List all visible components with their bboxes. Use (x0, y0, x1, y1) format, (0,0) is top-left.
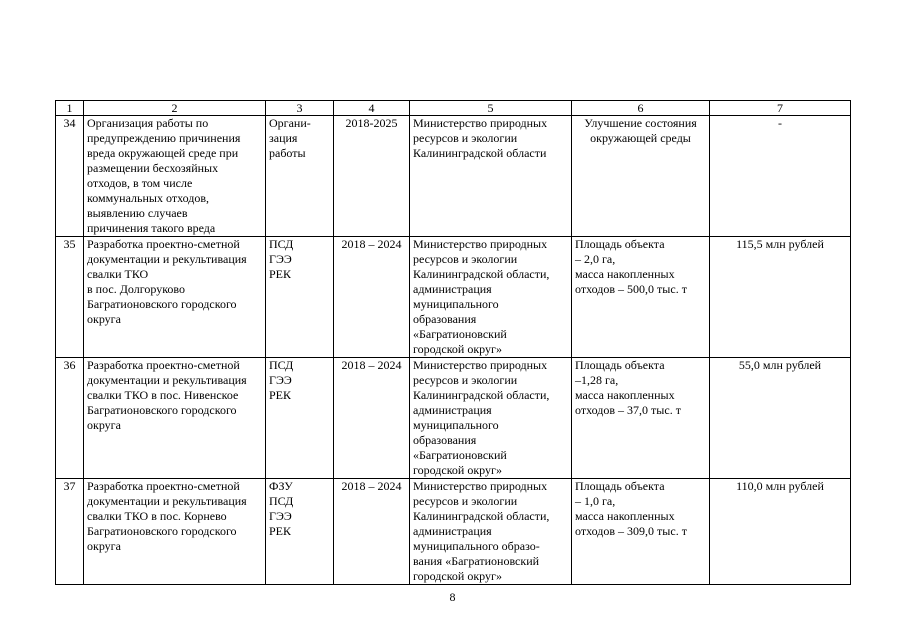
implementation-period: 2018 – 2024 (334, 479, 410, 585)
responsible-executor-line: Калининградской области, (413, 388, 550, 402)
expected-result-line: Улучшение состояния (584, 116, 697, 130)
measure-type (266, 358, 334, 479)
responsible-executor-line: городской округ» (413, 342, 502, 356)
measures-table (55, 100, 851, 585)
measure-name-line: округа (87, 539, 121, 553)
responsible-executor (410, 358, 572, 479)
expected-result-line: масса накопленных (575, 388, 675, 402)
responsible-executor (410, 116, 572, 237)
measure-name (84, 479, 266, 585)
page-number: 8 (449, 590, 456, 604)
header-col-3: 3 (266, 101, 334, 116)
measure-type (266, 237, 334, 358)
responsible-executor-line: образования (413, 433, 477, 447)
measure-type (266, 479, 334, 585)
measure-name-line: документации и рекультивация (87, 252, 247, 266)
measure-name (84, 237, 266, 358)
table-row (56, 479, 851, 585)
measure-type-line: РЕК (269, 267, 292, 281)
funding-amount: 115,5 млн рублей (710, 237, 851, 358)
measure-name-line: Разработка проектно-сметной (87, 237, 240, 251)
measure-type-line: ПСД (269, 237, 294, 251)
measure-name-line: Багратионовского городского (87, 403, 237, 417)
header-col-4: 4 (334, 101, 410, 116)
funding-amount: 110,0 млн рублей (710, 479, 851, 585)
responsible-executor-line: Калининградской области (413, 146, 547, 160)
measure-type-line: ПСД (269, 358, 294, 372)
measure-name-line: округа (87, 312, 121, 326)
funding-amount: - (710, 116, 851, 237)
responsible-executor-line: муниципального (413, 297, 499, 311)
responsible-executor-line: администрация (413, 282, 492, 296)
responsible-executor-line: администрация (413, 524, 492, 538)
responsible-executor-line: вания «Багратионовский (413, 554, 540, 568)
measure-name-line: свалки ТКО (87, 267, 149, 281)
responsible-executor-line: Министерство природных (413, 116, 548, 130)
row-number: 37 (56, 479, 84, 585)
measure-name-line: Разработка проектно-сметной (87, 358, 240, 372)
responsible-executor-line: администрация (413, 403, 492, 417)
expected-result-line: отходов – 309,0 тыс. т (575, 524, 687, 538)
expected-result-line: окружающей среды (590, 131, 691, 145)
responsible-executor (410, 479, 572, 585)
expected-result-line: Площадь объекта (575, 479, 665, 493)
measure-type-line: ПСД (269, 494, 294, 508)
expected-result-line: отходов – 500,0 тыс. т (575, 282, 687, 296)
measure-name-line: вреда окружающей среде при (87, 146, 239, 160)
responsible-executor-line: муниципального (413, 418, 499, 432)
responsible-executor-line: Министерство природных (413, 479, 548, 493)
header-row (56, 101, 851, 116)
implementation-period: 2018 – 2024 (334, 237, 410, 358)
header-col-7: 7 (710, 101, 851, 116)
measure-name-line: свалки ТКО в пос. Корнево (87, 509, 227, 523)
implementation-period: 2018 – 2024 (334, 358, 410, 479)
expected-result-line: масса накопленных (575, 509, 675, 523)
expected-result-line: –1,28 га, (575, 373, 619, 387)
responsible-executor-line: «Багратионовский (413, 327, 507, 341)
table-row (56, 116, 851, 237)
measure-name-line: документации и рекультивация (87, 494, 247, 508)
header-col-2: 2 (84, 101, 266, 116)
measure-type-line: ГЭЭ (269, 373, 292, 387)
measure-name-line: Разработка проектно-сметной (87, 479, 240, 493)
responsible-executor (410, 237, 572, 358)
expected-result-line: – 1,0 га, (575, 494, 616, 508)
responsible-executor-line: Калининградской области, (413, 267, 550, 281)
measure-type-line: работы (269, 146, 306, 160)
measure-name-line: округа (87, 418, 121, 432)
expected-result (572, 237, 710, 358)
measure-name (84, 358, 266, 479)
expected-result (572, 116, 710, 237)
responsible-executor-line: городской округ» (413, 463, 502, 477)
responsible-executor-line: «Багратионовский (413, 448, 507, 462)
responsible-executor-line: Калининградской области, (413, 509, 550, 523)
row-number: 34 (56, 116, 84, 237)
expected-result-line: масса накопленных (575, 267, 675, 281)
measure-name-line: свалки ТКО в пос. Нивенское (87, 388, 239, 402)
responsible-executor-line: образования (413, 312, 477, 326)
measure-type-line: ФЗУ (269, 479, 293, 493)
measure-name-line: выявлению случаев (87, 206, 188, 220)
implementation-period: 2018-2025 (334, 116, 410, 237)
table-row (56, 237, 851, 358)
measure-type-line: зация (269, 131, 298, 145)
header-col-5: 5 (410, 101, 572, 116)
row-number: 36 (56, 358, 84, 479)
expected-result (572, 358, 710, 479)
measure-name (84, 116, 266, 237)
expected-result (572, 479, 710, 585)
measure-type (266, 116, 334, 237)
responsible-executor-line: ресурсов и экологии (413, 131, 518, 145)
responsible-executor-line: Министерство природных (413, 358, 548, 372)
expected-result-line: Площадь объекта (575, 358, 665, 372)
expected-result-line: отходов – 37,0 тыс. т (575, 403, 681, 417)
table-row (56, 358, 851, 479)
measure-type-line: ГЭЭ (269, 252, 292, 266)
measure-type-line: Органи- (269, 116, 311, 130)
responsible-executor-line: ресурсов и экологии (413, 494, 518, 508)
responsible-executor-line: ресурсов и экологии (413, 373, 518, 387)
responsible-executor-line: ресурсов и экологии (413, 252, 518, 266)
row-number: 35 (56, 237, 84, 358)
measure-name-line: Багратионовского городского (87, 297, 237, 311)
responsible-executor-line: муниципального образо- (413, 539, 540, 553)
header-col-6: 6 (572, 101, 710, 116)
measure-type-line: РЕК (269, 388, 292, 402)
measure-type-line: ГЭЭ (269, 509, 292, 523)
measure-name-line: документации и рекультивация (87, 373, 247, 387)
measure-name-line: предупреждению причинения (87, 131, 241, 145)
measure-name-line: Организация работы по (87, 116, 209, 130)
measure-name-line: отходов, в том числе (87, 176, 193, 190)
measure-name-line: в пос. Долгоруково (87, 282, 185, 296)
responsible-executor-line: городской округ» (413, 569, 502, 583)
header-col-1: 1 (56, 101, 84, 116)
measure-name-line: размещении бесхозяйных (87, 161, 219, 175)
funding-amount: 55,0 млн рублей (710, 358, 851, 479)
measure-type-line: РЕК (269, 524, 292, 538)
responsible-executor-line: Министерство природных (413, 237, 548, 251)
measure-name-line: причинения такого вреда (87, 221, 216, 235)
measure-name-line: Багратионовского городского (87, 524, 237, 538)
expected-result-line: – 2,0 га, (575, 252, 616, 266)
expected-result-line: Площадь объекта (575, 237, 665, 251)
measure-name-line: коммунальных отходов, (87, 191, 210, 205)
